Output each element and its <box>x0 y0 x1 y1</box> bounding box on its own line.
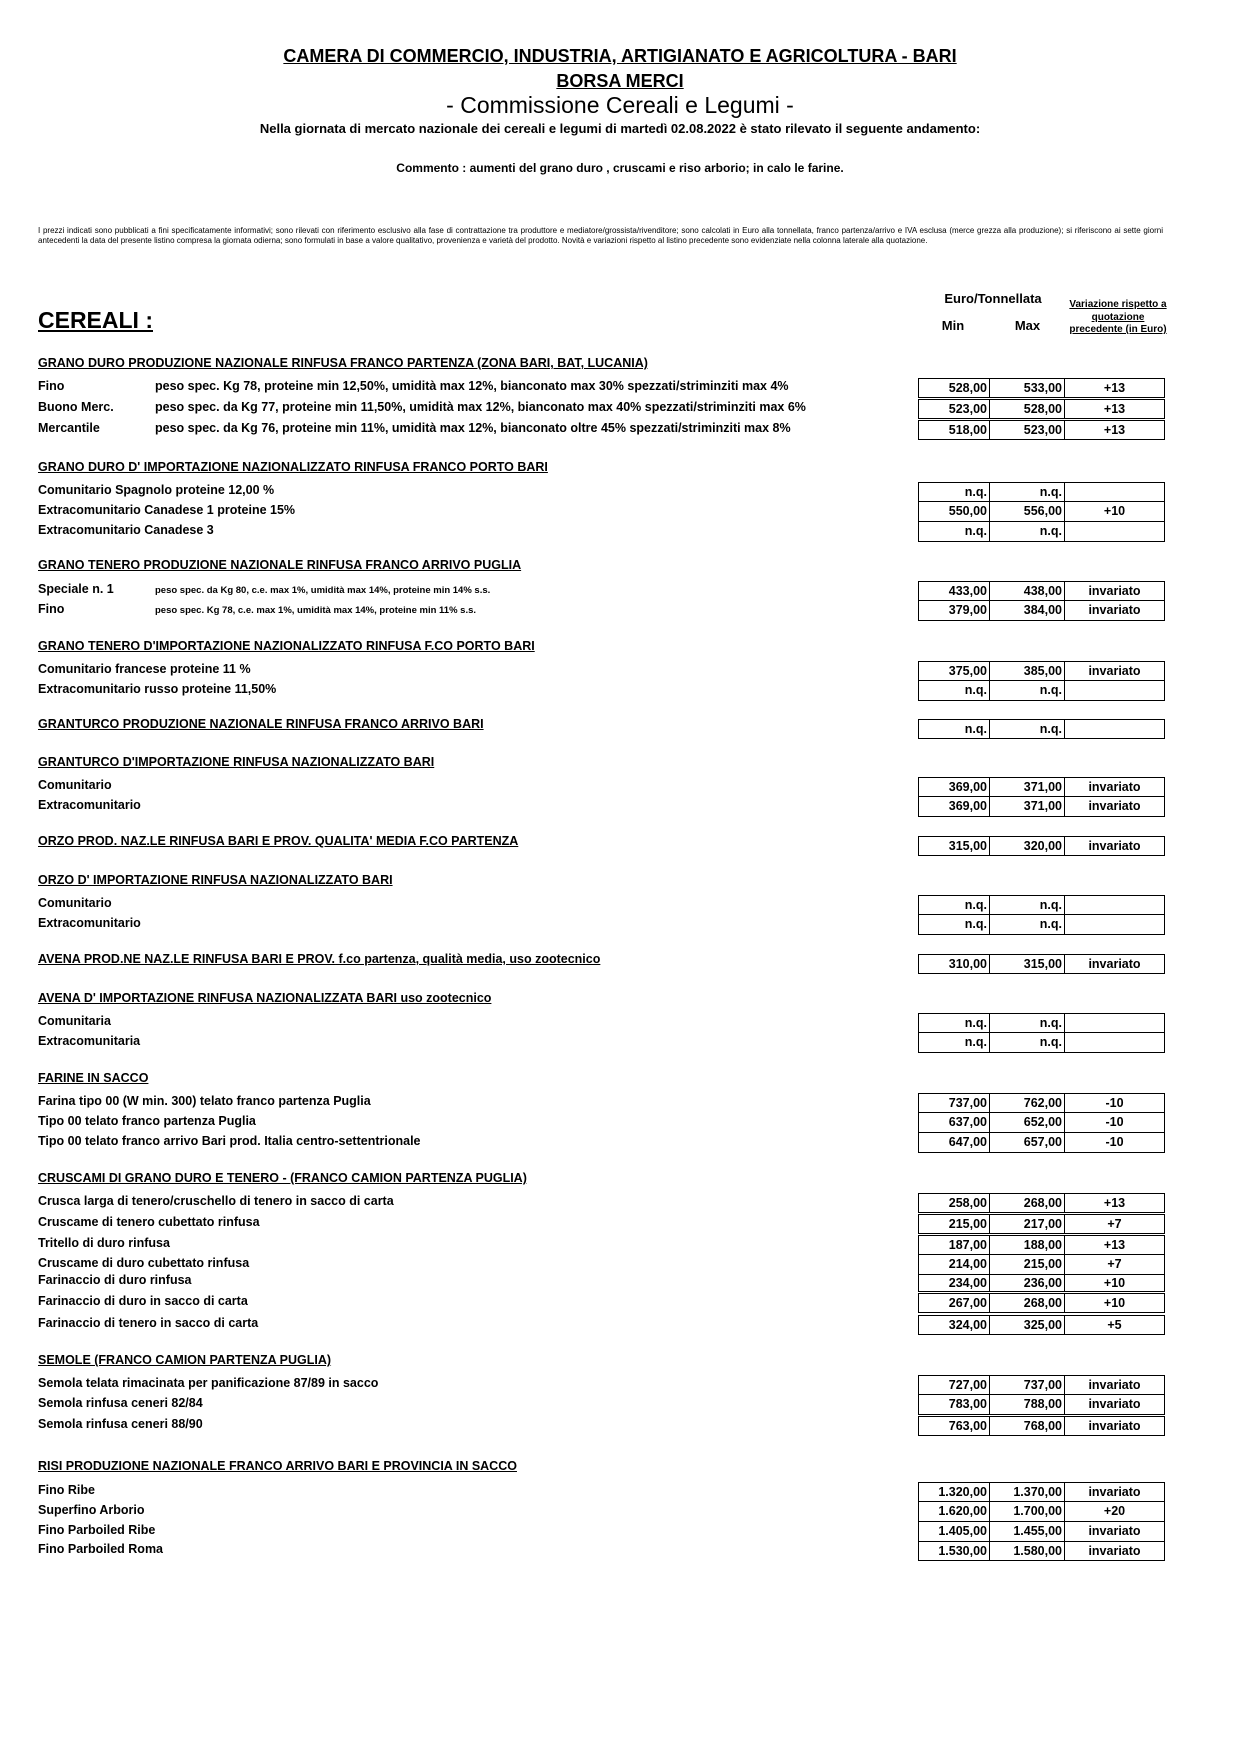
price-variation-cell: invariato <box>1065 1522 1165 1542</box>
price-min-cell: 267,00 <box>918 1293 990 1313</box>
row-label: Buono Merc. <box>38 400 114 414</box>
row-description: peso spec. da Kg 76, proteine min 11%, umidità max 12%, bianconato oltre 45% spezzati/striminziti max 8% <box>155 421 791 435</box>
price-variation-cell <box>1065 482 1165 502</box>
row-label: Speciale n. 1 <box>38 582 114 596</box>
price-max-cell: 788,00 <box>990 1395 1065 1415</box>
price-max-cell: 371,00 <box>990 777 1065 797</box>
price-min-cell: 737,00 <box>918 1093 990 1113</box>
price-min-cell: n.q. <box>918 719 990 739</box>
price-variation-cell: +13 <box>1065 1193 1165 1213</box>
section-title <box>38 1353 331 1367</box>
price-min-cell: 375,00 <box>918 661 990 681</box>
market-day-intro: Nella giornata di mercato nazionale dei cereali e legumi di martedì 02.08.2022 è stato rilevato il seguente andamento: <box>259 121 981 136</box>
price-max-cell: 737,00 <box>990 1375 1065 1395</box>
price-variation-cell: +10 <box>1065 502 1165 522</box>
price-variation-cell: -10 <box>1065 1133 1165 1153</box>
price-max-cell: n.q. <box>990 482 1065 502</box>
row-label: Superfino Arborio <box>38 1503 145 1517</box>
section-title-text: AVENA PROD.NE NAZ.LE RINFUSA BARI E PROV. <box>38 952 336 966</box>
price-min-cell: n.q. <box>918 681 990 701</box>
section-title-text: GRANTURCO PRODUZIONE NAZIONALE RINFUSA FRANCO ARRIVO BARI <box>38 717 484 731</box>
section-title <box>38 460 548 474</box>
row-label: Fino <box>38 379 65 393</box>
price-max-cell: n.q. <box>990 1013 1065 1033</box>
price-variation-cell: +5 <box>1065 1315 1165 1335</box>
section-title <box>38 1171 527 1185</box>
row-label: Semola rinfusa ceneri 88/90 <box>38 1417 203 1431</box>
price-variation-cell: invariato <box>1065 601 1165 621</box>
market-comment: Commento : aumenti del grano duro , cruscami e riso arborio; in calo le farine. <box>396 161 844 175</box>
row-label: Crusca larga di tenero/cruschello di tenero in sacco di carta <box>38 1194 394 1208</box>
price-variation-cell: +13 <box>1065 1235 1165 1255</box>
row-label: Farinaccio di tenero in sacco di carta <box>38 1316 259 1330</box>
price-min-cell: n.q. <box>918 915 990 935</box>
section-title <box>38 558 521 572</box>
price-min-cell: 433,00 <box>918 581 990 601</box>
row-label: Fino Parboiled Roma <box>38 1542 164 1556</box>
row-label: Extracomunitario Canadese 3 <box>38 523 214 537</box>
price-variation-cell <box>1065 915 1165 935</box>
price-max-cell: n.q. <box>990 895 1065 915</box>
price-min-cell: 1.405,00 <box>918 1522 990 1542</box>
price-min-cell: 214,00 <box>918 1255 990 1275</box>
variation-column-header: Variazione rispetto a quotazione precedente (in Euro) <box>1069 299 1167 335</box>
row-label: Comunitario <box>38 778 112 792</box>
section-title <box>38 755 434 769</box>
price-max-cell: 215,00 <box>990 1255 1065 1275</box>
price-min-cell: 234,00 <box>918 1275 990 1292</box>
row-label: Tipo 00 telato franco arrivo Bari prod. Italia centro-settentrionale <box>38 1134 421 1148</box>
commission-title: - Commissione Cereali e Legumi - <box>446 92 794 118</box>
price-variation-cell <box>1065 719 1165 739</box>
price-variation-cell: invariato <box>1065 1482 1165 1502</box>
row-label: Extracomunitario Canadese 1 proteine 15% <box>38 503 296 517</box>
price-max-cell: 768,00 <box>990 1416 1065 1436</box>
price-variation-cell: invariato <box>1065 954 1165 974</box>
price-max-cell: 325,00 <box>990 1315 1065 1335</box>
price-min-cell: 550,00 <box>918 502 990 522</box>
price-variation-cell <box>1065 1033 1165 1053</box>
section-title-text: AVENA D' IMPORTAZIONE RINFUSA NAZIONALIZZATA BARI uso zootecnico <box>38 991 492 1005</box>
price-max-cell: 1.370,00 <box>990 1482 1065 1502</box>
price-min-cell: 518,00 <box>918 420 990 440</box>
price-min-cell: 763,00 <box>918 1416 990 1436</box>
price-max-cell: 188,00 <box>990 1235 1065 1255</box>
row-label: Mercantile <box>38 421 100 435</box>
price-variation-cell: invariato <box>1065 1375 1165 1395</box>
price-max-cell: 438,00 <box>990 581 1065 601</box>
row-label: Fino <box>38 602 65 616</box>
price-min-cell: n.q. <box>918 895 990 915</box>
price-min-cell: n.q. <box>918 1013 990 1033</box>
row-label: Farina tipo 00 (W min. 300) telato franco partenza Puglia <box>38 1094 371 1108</box>
row-label: Extracomunitario russo proteine 11,50% <box>38 682 277 696</box>
price-variation-cell: +13 <box>1065 399 1165 419</box>
price-min-cell: 1.620,00 <box>918 1502 990 1522</box>
price-min-cell: 783,00 <box>918 1395 990 1415</box>
section-title-text: CRUSCAMI DI GRANO DURO E TENERO - (FRANCO CAMION PARTENZA PUGLIA) <box>38 1171 527 1185</box>
price-max-cell: 268,00 <box>990 1293 1065 1313</box>
max-column-header: Max <box>1014 318 1041 333</box>
price-variation-cell: invariato <box>1065 777 1165 797</box>
price-min-cell: 369,00 <box>918 797 990 817</box>
section-title-text: GRANO DURO D' IMPORTAZIONE NAZIONALIZZATO RINFUSA FRANCO PORTO BARI <box>38 460 548 474</box>
price-variation-cell: +10 <box>1065 1293 1165 1313</box>
row-description: peso spec. da Kg 77, proteine min 11,50%, umidità max 12%, bianconato max 40% spezzati/striminziti max 6% <box>155 400 806 414</box>
section-title <box>38 717 484 731</box>
price-max-cell: 533,00 <box>990 378 1065 398</box>
section-title-text: GRANTURCO D'IMPORTAZIONE RINFUSA NAZIONALIZZATO BARI <box>38 755 435 769</box>
price-min-cell: 1.320,00 <box>918 1482 990 1502</box>
price-max-cell: 762,00 <box>990 1093 1065 1113</box>
price-max-cell: 657,00 <box>990 1133 1065 1153</box>
price-min-cell: n.q. <box>918 1033 990 1053</box>
section-title-text: GRANO DURO PRODUZIONE NAZIONALE RINFUSA FRANCO PARTENZA (ZONA BARI, BAT, LUCANIA) <box>38 356 648 370</box>
price-min-cell: 379,00 <box>918 601 990 621</box>
price-max-cell: 1.700,00 <box>990 1502 1065 1522</box>
price-min-cell: 523,00 <box>918 399 990 419</box>
price-max-cell: 652,00 <box>990 1113 1065 1133</box>
row-label: Cruscame di duro cubettato rinfusa <box>38 1256 250 1270</box>
price-max-cell: 528,00 <box>990 399 1065 419</box>
price-variation-cell <box>1065 1013 1165 1033</box>
price-variation-cell: +7 <box>1065 1214 1165 1234</box>
price-max-cell: 217,00 <box>990 1214 1065 1234</box>
price-min-cell: 528,00 <box>918 378 990 398</box>
price-variation-cell: +13 <box>1065 420 1165 440</box>
section-title <box>38 834 518 848</box>
price-variation-cell: invariato <box>1065 797 1165 817</box>
section-title <box>38 639 535 653</box>
section-title <box>38 873 393 887</box>
row-label: Farinaccio di duro rinfusa <box>38 1273 192 1287</box>
price-variation-cell: invariato <box>1065 1416 1165 1436</box>
row-label: Comunitario francese proteine 11 % <box>38 662 251 676</box>
row-label: Tritello di duro rinfusa <box>38 1236 170 1250</box>
row-label: Comunitario Spagnolo proteine 12,00 % <box>38 483 275 497</box>
price-max-cell: 523,00 <box>990 420 1065 440</box>
price-min-cell: 187,00 <box>918 1235 990 1255</box>
price-variation-cell: -10 <box>1065 1113 1165 1133</box>
min-column-header: Min <box>941 318 965 333</box>
price-max-cell: n.q. <box>990 1033 1065 1053</box>
section-title <box>38 1071 148 1085</box>
price-max-cell: n.q. <box>990 681 1065 701</box>
row-description: peso spec. da Kg 80, c.e. max 1%, umidità max 14%, proteine min 14% s.s. <box>155 585 491 596</box>
price-min-cell: 637,00 <box>918 1113 990 1133</box>
price-variation-cell: invariato <box>1065 836 1165 856</box>
price-variation-cell <box>1065 522 1165 542</box>
price-min-cell: 310,00 <box>918 954 990 974</box>
price-max-cell: 236,00 <box>990 1275 1065 1292</box>
row-label: Fino Ribe <box>38 1483 95 1497</box>
row-label: Comunitario <box>38 896 112 910</box>
chamber-title: CAMERA DI COMMERCIO, INDUSTRIA, ARTIGIANATO E AGRICOLTURA - BARI <box>283 46 957 66</box>
price-max-cell: 385,00 <box>990 661 1065 681</box>
section-title <box>38 952 600 966</box>
row-label: Extracomunitario <box>38 916 141 930</box>
price-max-cell: n.q. <box>990 719 1065 739</box>
price-min-cell: 324,00 <box>918 1315 990 1335</box>
price-variation-cell: invariato <box>1065 581 1165 601</box>
section-title-text: SEMOLE (FRANCO CAMION PARTENZA PUGLIA) <box>38 1353 332 1367</box>
price-variation-cell: +10 <box>1065 1275 1165 1292</box>
section-title-text: GRANO TENERO D'IMPORTAZIONE NAZIONALIZZATO RINFUSA F.CO PORTO BARI <box>38 639 535 653</box>
price-max-cell: 268,00 <box>990 1193 1065 1213</box>
price-min-cell: 369,00 <box>918 777 990 797</box>
price-variation-cell <box>1065 681 1165 701</box>
price-min-cell: 215,00 <box>918 1214 990 1234</box>
price-min-cell: 315,00 <box>918 836 990 856</box>
price-variation-cell <box>1065 895 1165 915</box>
price-min-cell: 1.530,00 <box>918 1542 990 1561</box>
price-variation-cell: +20 <box>1065 1502 1165 1522</box>
price-min-cell: 647,00 <box>918 1133 990 1153</box>
price-min-cell: 258,00 <box>918 1193 990 1213</box>
row-description: peso spec. Kg 78, proteine min 12,50%, umidità max 12%, bianconato max 30% spezzati/striminziti max 4% <box>155 379 789 393</box>
row-label: Extracomunitario <box>38 798 141 812</box>
price-variation-cell: +13 <box>1065 378 1165 398</box>
section-title <box>38 991 491 1005</box>
price-variation-cell: invariato <box>1065 1542 1165 1561</box>
row-label: Extracomunitaria <box>38 1034 141 1048</box>
borsa-merci-title: BORSA MERCI <box>556 71 684 91</box>
row-label: Cruscame di tenero cubettato rinfusa <box>38 1215 260 1229</box>
section-title-text: RISI PRODUZIONE NAZIONALE FRANCO ARRIVO BARI E PROVINCIA IN SACCO <box>38 1459 517 1473</box>
section-title <box>38 1459 517 1473</box>
row-label: Farinaccio di duro in sacco di carta <box>38 1294 248 1308</box>
row-label: Tipo 00 telato franco partenza Puglia <box>38 1114 256 1128</box>
row-label: Semola rinfusa ceneri 82/84 <box>38 1396 203 1410</box>
price-min-cell: n.q. <box>918 482 990 502</box>
price-variation-cell: +7 <box>1065 1255 1165 1275</box>
price-disclaimer: I prezzi indicati sono pubblicati a fini specificatamente informativi; sono rilevati con riferimento esclusivo alla fase di contrattazione tra produttore e mediatore/grossista/rivenditore; sono calcolati in Euro alla tonnellata, franco partenza/arrivo e IVA esclusa (merce grezza alla produzione); si riferiscono ai sette giorni antecedenti la data del presente listino compresa la giornata odierna; sono formulati in base a valore qualitativo, provenienza e varietà del prodotto. Novità e variazioni rispetto al listino precedente sono evidenziate nella colonna laterale alla quotazione. <box>38 226 1163 245</box>
price-variation-cell: -10 <box>1065 1093 1165 1113</box>
section-title-text: FARINE IN SACCO <box>38 1071 149 1085</box>
row-description: peso spec. Kg 78, c.e. max 1%, umidità max 14%, proteine min 11% s.s. <box>155 605 477 616</box>
section-title-text: GRANO TENERO PRODUZIONE NAZIONALE RINFUSA FRANCO ARRIVO PUGLIA <box>38 558 522 572</box>
price-max-cell: 556,00 <box>990 502 1065 522</box>
section-title-tail: f.co partenza, qualità media, uso zootecnico <box>335 952 601 966</box>
price-max-cell: 315,00 <box>990 954 1065 974</box>
unit-header: Euro/Tonnellata <box>944 291 1042 306</box>
section-title <box>38 356 648 370</box>
cereali-heading: CEREALI : <box>38 307 153 333</box>
row-label: Comunitaria <box>38 1014 111 1028</box>
price-max-cell: 1.580,00 <box>990 1542 1065 1561</box>
row-label: Fino Parboiled Ribe <box>38 1523 156 1537</box>
price-max-cell: n.q. <box>990 915 1065 935</box>
row-label: Semola telata rimacinata per panificazione 87/89 in sacco <box>38 1376 379 1390</box>
price-max-cell: 371,00 <box>990 797 1065 817</box>
price-max-cell: 1.455,00 <box>990 1522 1065 1542</box>
price-max-cell: 384,00 <box>990 601 1065 621</box>
price-max-cell: n.q. <box>990 522 1065 542</box>
section-title-text: ORZO PROD. NAZ.LE RINFUSA BARI E PROV. QUALITA' MEDIA F.CO PARTENZA <box>38 834 519 848</box>
section-title-text: ORZO D' IMPORTAZIONE RINFUSA NAZIONALIZZATO BARI <box>38 873 393 887</box>
price-min-cell: 727,00 <box>918 1375 990 1395</box>
price-min-cell: n.q. <box>918 522 990 542</box>
price-variation-cell: invariato <box>1065 661 1165 681</box>
price-max-cell: 320,00 <box>990 836 1065 856</box>
price-variation-cell: invariato <box>1065 1395 1165 1415</box>
